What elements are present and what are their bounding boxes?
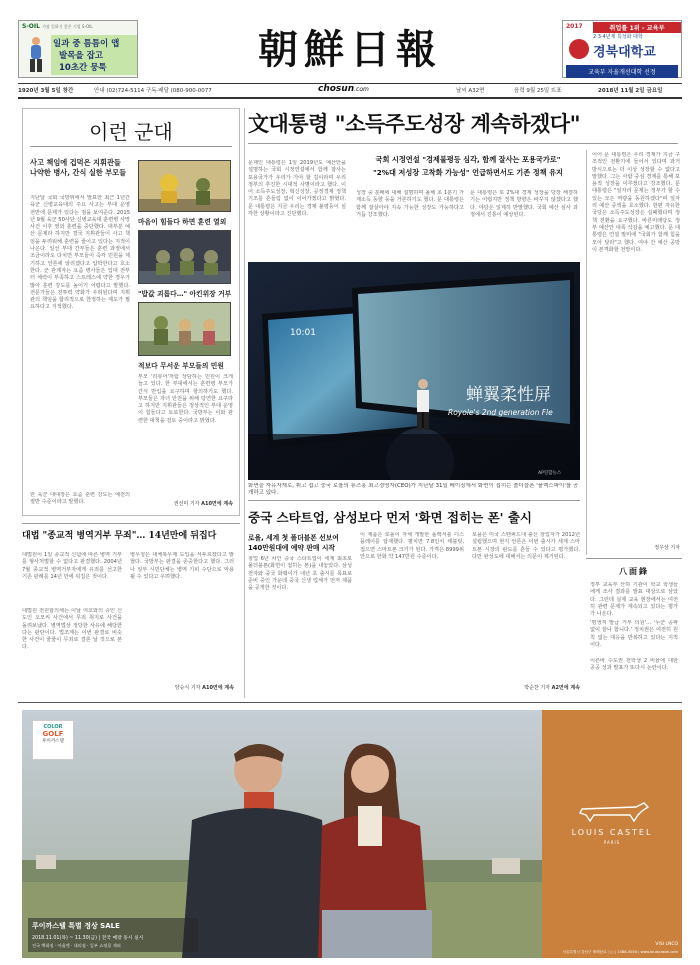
stretching-figure-icon [25, 36, 47, 74]
ad-footer-code: VISI LNCO [655, 942, 678, 947]
comic-caption-2: "밥값 괴롭다…" 아킨위장 거부 [138, 290, 232, 298]
screen-chinese-text: 蝉翼柔性屏 [466, 385, 551, 405]
tablet-clock: 10:01 [290, 328, 316, 338]
comic-panel-2 [138, 230, 231, 284]
ad-sale-title: 루이까스텔 특별 정상 SALE [32, 922, 120, 930]
column-logo[interactable]: 八面鋒 [619, 566, 649, 576]
photo-caption: 화면을 자유자재로, 휘고 접고 중국 로욜의 류즈훙 최고경영자(CEO)가 지난달 31일 베이징에서 화면이 접히는 폴더블폰 '플렉스파이'를 공개하고 있다. [248, 483, 579, 496]
masthead-right-ad[interactable] [562, 20, 682, 78]
story2-deck-2: 140만원대에 예약 판매 시작 [248, 544, 335, 552]
masthead-left-ad[interactable] [18, 20, 138, 78]
sidebar-title[interactable]: 이런 군대 [89, 120, 173, 144]
ad-brand-sub: PARIS [603, 840, 621, 845]
sidebar-lede: 사고 책임에 겁먹은 지휘관들 나약한 병사, 간식 실한 부모들 [30, 158, 127, 177]
ad-bottom: 교육부 자율개선대학 선정 [566, 65, 678, 78]
ad-sale-line-1: 2018.11.01(목) ~ 11.30(금) | 전국 매장 동시 실시 [32, 936, 144, 941]
ad-top-banner: 취업률 1위 - 교육부 [593, 22, 681, 33]
weather-ref: 날씨 A32면 [456, 88, 485, 94]
story3-body-1: 대법원이 1일 종교적 신념에 따른 병역 거부를 형사처벌할 수 없다고 판결했다. 2004년 7월 종교적 병역거부자에게 유죄를 선고한 기존 판례를 14년 만에 뒤집은 것이다. [22, 552, 122, 580]
badge-line-2: GOLF [42, 730, 64, 738]
soil-brand: S-OIL 가장 일하기 좋은 기업 S-OIL [22, 23, 93, 30]
story2-body-3: 로욜은 미국 스탠퍼드대 출신 창업자가 2012년 설립했으며 현지 언론은 이번 출시가 세계 스마트폰 시장의 판도를 흔들 수 있다고 평가했다. 다만 완성도에 대해서는 의문이 제기된다. [472, 532, 580, 560]
newspaper-logo[interactable]: 朝鮮日報 [258, 26, 442, 73]
comic-panel-1 [138, 160, 231, 212]
column-body-3: 이른바 수도권 전학생 2 비율에 대한 공공 성과 발표가 또다시 논란이다. [590, 658, 678, 672]
ad-line-3: 10초간 뭉툭 [59, 63, 107, 73]
comic-caption-3: 적보다 무서운 부모들의 민원 [138, 362, 224, 370]
lead-headline[interactable]: 文대통령 "소득주도성장 계속하겠다" [248, 111, 581, 136]
badge-line-1: COLOR [43, 724, 63, 730]
comic-panel-3 [138, 302, 231, 356]
story3-byline: 양승식 기자 A10면에 계속 [174, 685, 234, 691]
ad-color-badge [32, 720, 74, 760]
ad-line-1: 일과 중 틈틈이 앱 [53, 39, 120, 49]
story2-headline[interactable]: 중국 스타트업, 삼성보다 먼저 '화면 접히는 폰' 출시 [248, 510, 532, 525]
lead-body-4: 이어 문 대통령은 우리 경제가 지금 구조적인 전환기에 들어서 있다며 과거 방식으로는 더 이상 성장할 수 없다고 말했다. 그는 사람 중심 경제를 통해 포용적 성장을 이루겠다고 강조했다. 문 대통령은 "일자리 문제는 정부가 할 수 있는 모든 역량을 동원하겠다"며 일자리 예산 증액을 호소했다. 한편 자유한국당은 소득주도성장은 실패했다며 정책 전환을 요구했다. 바른미래당도 정부 예산안 대폭 삭감을 예고했다. 문 대통령은 연설 말미에 "국회가 함께 힘을 모아 달라"고 했다. 여야 간 예산 공방이 본격화할 전망이다. [592, 152, 680, 253]
lead-deck-1: 국회 시정연설 "경제불평등 심각, 함께 잘사는 포용국가로" [375, 155, 561, 164]
ad-footer: 서울특별시 강남구 테헤란로 ○○ | 1588-0000 | www.louiscastel.com [562, 950, 678, 954]
issue-date: 2018년 11월 2일 금요일 [598, 88, 663, 94]
lead-body-3: 문 대통령은 또 2%대 경제 성장을 당장 해결하기는 어렵지만 정책 방향은 바꾸지 않겠다고 했다. 야당은 일제히 반발했다. 국회 예산 심사 과정에서 진통이 예상된다. [470, 190, 578, 218]
lunar-date: 음력 9월 25일 뜨표 [514, 88, 562, 94]
story3-body-3: 병무청은 대체복무제 도입을 서두르겠다고 밝혔다. 국방부는 판결을 존중한다고 했다. 그러나 일부 시민단체는 병역 기피 수단으로 악용될 수 있다고 우려했다. [130, 552, 234, 580]
lead-byline: 정우상 기자 [654, 545, 680, 551]
ad-mid: 2·3·4년제 특성화 대학 [593, 34, 643, 40]
lead-body-2: 성장 중 분배에 대해 설명하며 올해 초 1분기 가계소득 동향 등을 거론하기도 했다. 문 대통령은 함께 잘살아야 지속 가능한 성장도 가능하다고 거듭 강조했다. [356, 190, 464, 218]
sidebar-body-2: 한 육군 대대장은 요즘 훈련 강도는 예전의 절반 수준이라고 말했다. [30, 492, 130, 506]
ad-sale-box[interactable] [28, 918, 198, 952]
contact-numbers: 안내 (02)724-5114 구독·배달 (080-900-0077 [94, 88, 212, 94]
dachshund-logo-icon [576, 795, 650, 823]
story2-body-1: 창업 6년 차인 중국 스타트업이 세계 최초로 폴더블폰(화면이 접히는 폰)을 내놓았다. 삼성전자와 중국 화웨이가 내년 초 출시를 목표로 준비 중인 가운데 중국 신생 업체가 먼저 제품을 공개한 것이다. [248, 556, 352, 592]
site-link[interactable]: chosun.com [318, 84, 369, 94]
badge-line-3: 루이까스텔 [42, 739, 64, 744]
sidebar-body-1: 지난달 국회 국방위에서 발표한 최근 1년간 육군 신병교육대의 주요 사고는 부대 운영 전반에 문제가 있다는 점을 보여준다. 2015년 9월 육군 50사단 신병교육대 훈련병 사망 사건 이후 영외 훈련을 중단했다. 대부분 예산 문제라 하지만 결국 지휘관들이 사고 책임을 두려워해 훈련을 줄이고 있다는 지적이 나온다. 일선 부대 간부들은 훈련 과정에서 조금이라도 다치면 부모들이 즉각 민원을 제기하고 언론에 알리겠다고 압박한다고 호소한다. 군 관계자는 요즘 병사들은 입대 전부터 체력이 부족하고 스트레스에 약한 경우가 많아 훈련 강도를 높이기 어렵다고 말했다. 전문가들은 전투력 약화가 우려된다며 지휘관의 책임을 합리적으로 한정하는 제도가 필요하다고 지적했다. [30, 195, 130, 311]
ad-university-name: 경북대학교 [593, 45, 656, 60]
lead-body-1: 문재인 대통령은 1일 2019년도 예산안을 설명하는 국회 시정연설에서 함께 잘사는 포용국가가 우리가 가야 할 길이라며 우리 정부의 추진한 시대적 사명이라고 했다. 이어 소득주도성장, 혁신성장, 공정경제 정책 기조를 흔들림 없이 이어가겠다고 밝혔다. 문 대통령은 지금 우리는 경제 불평등이 심각한 상황이라고 진단했다. [248, 160, 346, 218]
foldable-phone-photo[interactable] [248, 262, 580, 480]
story2-byline: 박순찬 기자 A2면에 계속 [524, 685, 580, 691]
story3-body-2: 대법원 전원합의체는 이날 여호와의 증인 신도인 오모씨 사건에서 무죄 취지로 사건을 돌려보냈다. 병역법상 정당한 사유에 해당한다는 판단이다. 법조계는 이번 판결로 비슷한 사건이 줄줄이 무죄로 결론 날 것으로 본다. [22, 608, 122, 651]
dateline [18, 86, 682, 95]
lead-deck-2: "2%대 저성장 고착화 가능성" 언급하면서도 기존 정책 유지 [373, 168, 563, 177]
founded-date: 1920년 3월 5일 창간 [18, 88, 74, 94]
story2-deck-1: 로욜, 세계 첫 폴더블폰 선보여 [248, 534, 339, 542]
sidebar-byline: 권선미 기자 A10면에 계속 [173, 501, 233, 507]
column-body-2: '평생직 발급 거부 의원'… '누군 공짜 없이 끝나 합니다.' 정치권은 여전히 원칙 없는 대응을 반복하고 있다는 지적이다. [590, 620, 678, 648]
ad-year: 2017 [566, 23, 583, 30]
university-seal-icon [569, 39, 589, 59]
comic-caption-1: 마음이 힘들다 하면 훈련 열외 [138, 218, 227, 226]
screen-subtitle: Royole's 2nd generation Fle [448, 408, 553, 417]
ad-line-2: 발목을 잡고 [59, 51, 104, 61]
ad-sale-line-2: 전국 백화점 · 아울렛 · 대리점 · 일부 쇼핑몰 제외 [32, 943, 121, 948]
photo-credit: AP연합뉴스 [538, 471, 562, 476]
fashion-ad[interactable] [22, 710, 682, 958]
column-body-1: 정부 교육부 산하 기관이 학교 학생들에게 조사 결과를 발표 대상으로 삼았다. 그런데 실제 교육 현장에서는 여전히 관련 문제가 계속되고 있다는 평가가 나온다. [590, 582, 678, 618]
story2-body-2: 이 제품은 로욜이 자체 개발한 플렉서블 디스플레이를 탑재했다. 펼치면 7.8인치 태블릿, 접으면 스마트폰 크기가 된다. 가격은 8999위안으로 한화 약 147만원 수준이다. [360, 532, 464, 560]
sidebar-body-3: 부모 '리뷰어'처럼 상담하는 민원이 크게 늘고 있다. 한 부대에서는 훈련병 부모가 간식 반입을 요구하며 항의하기도 했다. 부모들은 자녀 안전을 위해 당연한 요구라고 하지만 지휘관들은 정상적인 부대 운영이 힘들다고 토로한다. 국방부는 이와 관련한 대책을 검토 중이라고 밝혔다. [138, 374, 233, 424]
ad-brand-name: LOUIS CASTEL [571, 828, 653, 837]
story3-headline[interactable]: 대법 "종교적 병역거부 무죄"… 14년만에 뒤집다 [22, 531, 217, 541]
